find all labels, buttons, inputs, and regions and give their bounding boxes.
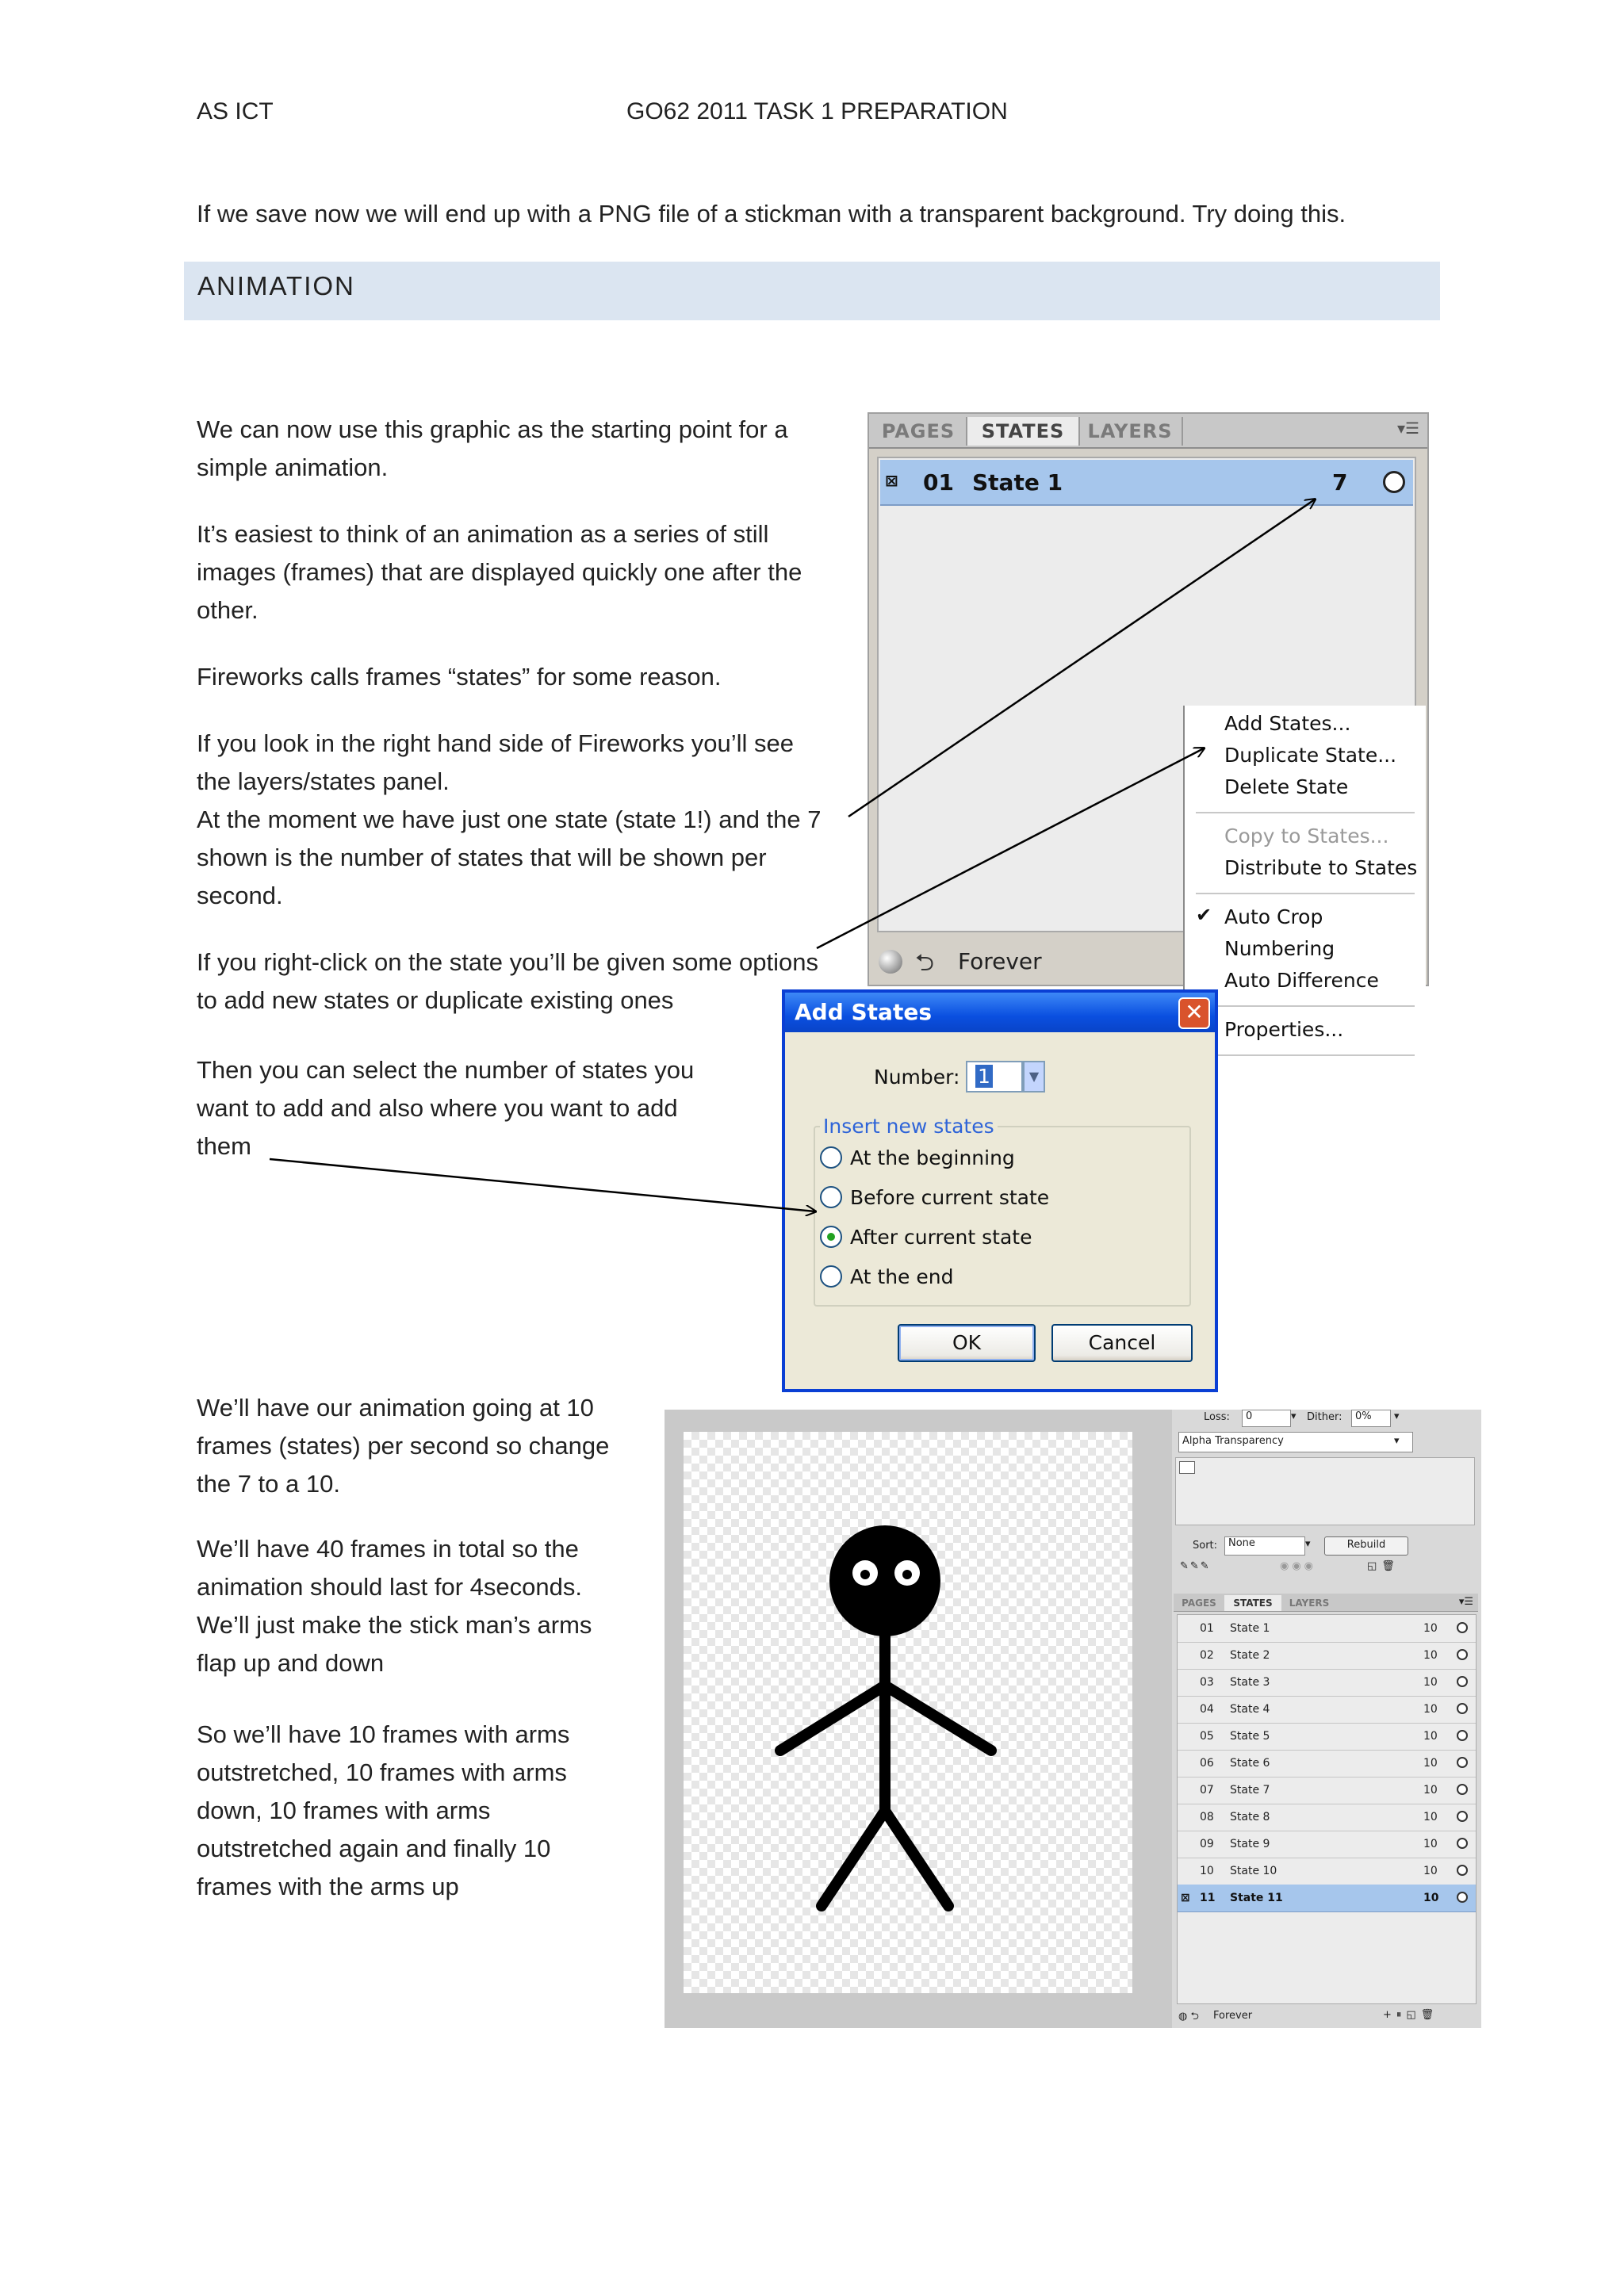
- mini-tab-pages[interactable]: PAGES: [1182, 1598, 1216, 1609]
- paragraph-line: to add new states or duplicate existing ones: [197, 986, 674, 1014]
- chevron-down-icon[interactable]: ▾: [1394, 1410, 1400, 1422]
- loop-label[interactable]: Forever: [958, 948, 1042, 974]
- mini-tab-layers[interactable]: LAYERS: [1289, 1598, 1330, 1609]
- state-name: State 2: [1230, 1649, 1270, 1662]
- radio-label-at-beginning[interactable]: At the beginning: [850, 1146, 1015, 1169]
- paragraph-line: second.: [197, 882, 283, 909]
- state-number: 06: [1200, 1757, 1214, 1770]
- paragraph-line: images (frames) that are displayed quickly one after the: [197, 558, 802, 586]
- state-number: 11: [1200, 1892, 1216, 1904]
- state-name: State 4: [1230, 1703, 1270, 1716]
- mini-loop-label[interactable]: Forever: [1213, 2010, 1253, 2022]
- paragraph-line: So we’ll have 10 frames with arms: [197, 1720, 570, 1748]
- rebuild-button[interactable]: Rebuild: [1324, 1536, 1408, 1556]
- paragraph-line: At the moment we have just one state (state 1!) and the 7: [197, 806, 822, 833]
- paragraph-line: Then you can select the number of states you: [197, 1056, 695, 1084]
- state-number: 10: [1200, 1865, 1214, 1877]
- number-value: 1: [975, 1065, 993, 1088]
- state-delay[interactable]: 10: [1423, 1622, 1438, 1635]
- menu-item-delete-state[interactable]: Delete State: [1224, 775, 1349, 798]
- paragraph-line: shown is the number of states that will be shown per: [197, 844, 767, 871]
- state-name: State 10: [1230, 1865, 1277, 1877]
- paragraph-line: them: [197, 1132, 251, 1160]
- panel-menu-icon[interactable]: ▾☰: [1397, 419, 1419, 438]
- state-number: 07: [1200, 1784, 1214, 1797]
- arrow-to-menu: [817, 748, 1204, 948]
- state-number: 03: [1200, 1676, 1214, 1689]
- section-title: ANIMATION: [197, 271, 355, 300]
- menu-item-copy-to-states: Copy to States...: [1224, 825, 1389, 848]
- state-name: State 7: [1230, 1784, 1270, 1797]
- header-center: GO62 2011 TASK 1 PREPARATION: [626, 98, 1008, 124]
- menu-item-numbering[interactable]: Numbering: [1224, 937, 1335, 960]
- paragraph-line: flap up and down: [197, 1649, 385, 1677]
- chevron-down-icon[interactable]: ▼: [1023, 1061, 1045, 1093]
- state-delay[interactable]: 10: [1423, 1811, 1438, 1823]
- arrow-to-delay: [848, 499, 1315, 817]
- radio-label-at-end[interactable]: At the end: [850, 1265, 954, 1288]
- state-name: State 11: [1230, 1892, 1283, 1904]
- number-label: Number:: [874, 1066, 960, 1089]
- paragraph-line: We can now use this graphic as the starting point for a: [197, 415, 788, 443]
- state-number: 05: [1200, 1730, 1214, 1743]
- state-delay[interactable]: 10: [1423, 1676, 1438, 1689]
- menu-item-distribute-to-states[interactable]: Distribute to States: [1224, 856, 1418, 879]
- state-number: 09: [1200, 1838, 1214, 1850]
- paragraph-line: We’ll have our animation going at 10: [197, 1394, 594, 1422]
- loss-input[interactable]: 0: [1242, 1410, 1291, 1427]
- palette-lock-icon[interactable]: ◉◉◉: [1280, 1560, 1317, 1572]
- state-delay[interactable]: 10: [1423, 1757, 1438, 1770]
- dither-label: Dither:: [1307, 1411, 1342, 1423]
- state-number: 01: [1200, 1622, 1214, 1635]
- sort-label: Sort:: [1193, 1540, 1218, 1552]
- state-delay[interactable]: 10: [1423, 1892, 1439, 1904]
- state-delay[interactable]: 10: [1423, 1703, 1438, 1716]
- paragraph-line: outstretched again and finally 10: [197, 1835, 551, 1862]
- paragraph-line: want to add and also where you want to add: [197, 1094, 678, 1122]
- tab-layers[interactable]: LAYERS: [1078, 417, 1183, 446]
- paragraph-line: frames with the arms up: [197, 1873, 459, 1900]
- paragraph-line: simple animation.: [197, 453, 389, 481]
- arrow-to-dialog: [270, 1159, 815, 1211]
- mini-tab-states[interactable]: STATES: [1224, 1595, 1281, 1611]
- state-number: 02: [1200, 1649, 1214, 1662]
- palette-trash-icon[interactable]: ◱🗑: [1367, 1560, 1400, 1572]
- dialog-title: Add States: [795, 999, 932, 1025]
- state-name: State 9: [1230, 1838, 1270, 1850]
- menu-item-properties[interactable]: Properties...: [1224, 1018, 1344, 1041]
- state-delay[interactable]: 10: [1423, 1838, 1438, 1850]
- header-left: AS ICT: [197, 98, 274, 124]
- onion-skin-icon[interactable]: ◍ ⮌: [1178, 2011, 1199, 2022]
- state-marker-icon: ⊠: [885, 471, 898, 490]
- paragraph-line: animation should last for 4seconds.: [197, 1573, 582, 1601]
- chevron-down-icon[interactable]: ▾: [1305, 1538, 1311, 1550]
- paragraph-line: other.: [197, 596, 259, 624]
- paragraph-line: the 7 to a 10.: [197, 1470, 340, 1498]
- state-marker-icon: ⊠: [1181, 1892, 1190, 1904]
- state-tools-icon[interactable]: +⏸◱🗑: [1383, 2009, 1439, 2021]
- state-delay[interactable]: 7: [1332, 469, 1348, 496]
- checkmark-icon: ✔: [1196, 904, 1212, 926]
- state-name: State 8: [1230, 1811, 1270, 1823]
- state-delay[interactable]: 10: [1423, 1784, 1438, 1797]
- state-name: State 6: [1230, 1757, 1270, 1770]
- menu-item-duplicate-state[interactable]: Duplicate State...: [1224, 744, 1397, 767]
- state-delay[interactable]: 10: [1423, 1730, 1438, 1743]
- paragraph-line: frames (states) per second so change: [197, 1432, 610, 1460]
- state-name: State 3: [1230, 1676, 1270, 1689]
- state-name: State 5: [1230, 1730, 1270, 1743]
- tab-pages[interactable]: PAGES: [871, 417, 967, 446]
- palette-tools-icon[interactable]: ✎✎✎: [1180, 1560, 1211, 1572]
- radio-label-before-current[interactable]: Before current state: [850, 1186, 1050, 1209]
- ok-button[interactable]: OK: [898, 1324, 1036, 1362]
- dither-input[interactable]: 0%: [1351, 1410, 1391, 1427]
- paragraph-line: the layers/states panel.: [197, 767, 450, 795]
- chevron-down-icon[interactable]: ▾: [1394, 1435, 1400, 1447]
- transparency-select[interactable]: Alpha Transparency: [1178, 1432, 1413, 1452]
- sort-select[interactable]: None: [1224, 1536, 1305, 1556]
- menu-item-auto-difference[interactable]: Auto Difference: [1224, 969, 1379, 992]
- state-name: State 1: [1230, 1622, 1270, 1635]
- state-name: State 1: [972, 469, 1063, 496]
- state-number: 08: [1200, 1811, 1214, 1823]
- paragraph-line: If you right-click on the state you’ll be given some options: [197, 948, 819, 976]
- paragraph-line: outstretched, 10 frames with arms: [197, 1758, 567, 1786]
- radio-label-after-current[interactable]: After current state: [850, 1226, 1032, 1249]
- state-number: 04: [1200, 1703, 1214, 1716]
- insert-group-title: Insert new states: [820, 1115, 998, 1138]
- paragraph-line: down, 10 frames with arms: [197, 1797, 491, 1824]
- state-delay[interactable]: 10: [1423, 1865, 1438, 1877]
- menu-item-auto-crop[interactable]: Auto Crop: [1224, 905, 1323, 928]
- paragraph-line: We’ll just make the stick man’s arms: [197, 1611, 592, 1639]
- paragraph-line: We’ll have 40 frames in total so the: [197, 1535, 579, 1563]
- close-icon[interactable]: ✕: [1178, 997, 1210, 1029]
- state-delay[interactable]: 10: [1423, 1649, 1438, 1662]
- menu-item-add-states[interactable]: Add States...: [1224, 712, 1351, 735]
- paragraph-line: It’s easiest to think of an animation as a series of still: [197, 520, 769, 548]
- loss-label: Loss:: [1204, 1411, 1230, 1423]
- paragraph-line: Fireworks calls frames “states” for some reason.: [197, 663, 722, 691]
- intro-text: If we save now we will end up with a PNG file of a stickman with a transparent background. Try doing this.: [197, 200, 1346, 228]
- state-number: 01: [923, 469, 954, 496]
- loop-icon[interactable]: ⮌: [915, 949, 935, 977]
- panel-menu-icon[interactable]: ▾☰: [1458, 1596, 1473, 1608]
- paragraph-line: If you look in the right hand side of Fireworks you’ll see: [197, 729, 794, 757]
- chevron-down-icon[interactable]: ▾: [1291, 1410, 1297, 1422]
- tab-states[interactable]: STATES: [966, 417, 1080, 446]
- cancel-button[interactable]: Cancel: [1051, 1324, 1193, 1362]
